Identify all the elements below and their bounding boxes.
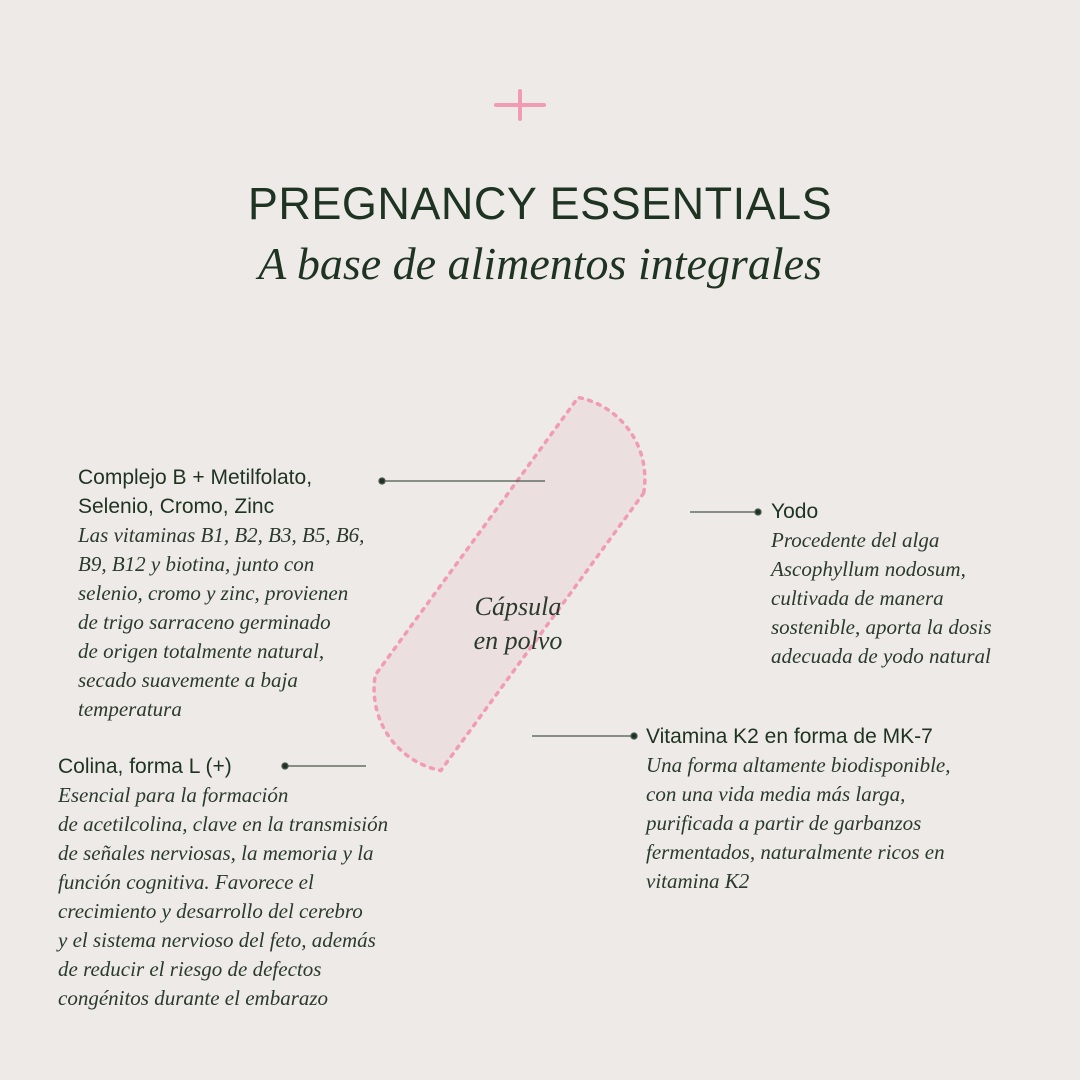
ingredient-description (646, 751, 950, 896)
description-line: Una forma altamente biodisponible, (646, 753, 951, 777)
description-line: de trigo sarraceno germinado (78, 610, 331, 634)
ingredient-colina (58, 752, 388, 1013)
ingredient-heading (646, 722, 950, 751)
heading-line: Yodo (771, 500, 819, 523)
description-line: vitamina K2 (646, 869, 750, 893)
description-line: cultivada de manera (771, 586, 944, 610)
description-line: Ascophyllum nodosum, (771, 557, 966, 581)
description-line: selenio, cromo y zinc, provienen (78, 581, 349, 605)
description-line: y el sistema nervioso del feto, además (58, 928, 376, 952)
description-line: fermentados, naturalmente ricos en (646, 840, 945, 864)
description-line: de origen totalmente natural, (78, 639, 325, 663)
description-line: de acetilcolina, clave en la transmisión (58, 812, 389, 836)
heading-line: Complejo B + Metilfolato, (78, 466, 313, 489)
page-subtitle: A base de alimentos integrales (258, 238, 822, 289)
description-line: de señales nerviosas, la memoria y la (58, 841, 374, 865)
capsule-label (448, 590, 588, 658)
description-line: sostenible, aporta la dosis (771, 615, 992, 639)
description-line: B9, B12 y biotina, junto con (78, 552, 315, 576)
ingredient-heading (78, 463, 364, 521)
description-line: con una vida media más larga, (646, 782, 906, 806)
connector-dot-complejo-b (379, 478, 385, 484)
capsule-shape (374, 397, 645, 770)
ingredient-description (771, 526, 992, 671)
page-title: PREGNANCY ESSENTIALS (247, 178, 833, 229)
description-line: congénitos durante el embarazo (58, 986, 329, 1010)
description-line: temperatura (78, 697, 182, 721)
heading-line: Selenio, Cromo, Zinc (78, 495, 275, 518)
description-line: purificada a partir de garbanzos (646, 811, 922, 835)
description-line: secado suavemente a baja (78, 668, 298, 692)
description-line: crecimiento y desarrollo del cerebro (58, 899, 363, 923)
description-line: función cognitiva. Favorece el (58, 870, 314, 894)
ingredient-yodo (771, 497, 992, 671)
capsule-label-line: en polvo (473, 626, 563, 655)
ingredient-complejo-b (78, 463, 364, 724)
description-line: de reducir el riesgo de defectos (58, 957, 322, 981)
heading-line: Colina, forma L (+) (58, 755, 232, 778)
capsule-label-line: Cápsula (474, 592, 562, 621)
description-line: adecuada de yodo natural (771, 644, 991, 668)
description-line: Procedente del alga (771, 528, 940, 552)
ingredient-heading (58, 752, 388, 781)
ingredient-description (78, 521, 364, 724)
connector-dot-k2 (631, 733, 637, 739)
ingredient-description (58, 781, 388, 1013)
description-line: Las vitaminas B1, B2, B3, B5, B6, (78, 523, 365, 547)
connector-dot-yodo (755, 509, 761, 515)
ingredient-vitamina-k2 (646, 722, 950, 896)
heading-line: Vitamina K2 en forma de MK-7 (646, 725, 933, 748)
description-line: Esencial para la formación (58, 783, 289, 807)
ingredient-heading (771, 497, 992, 526)
